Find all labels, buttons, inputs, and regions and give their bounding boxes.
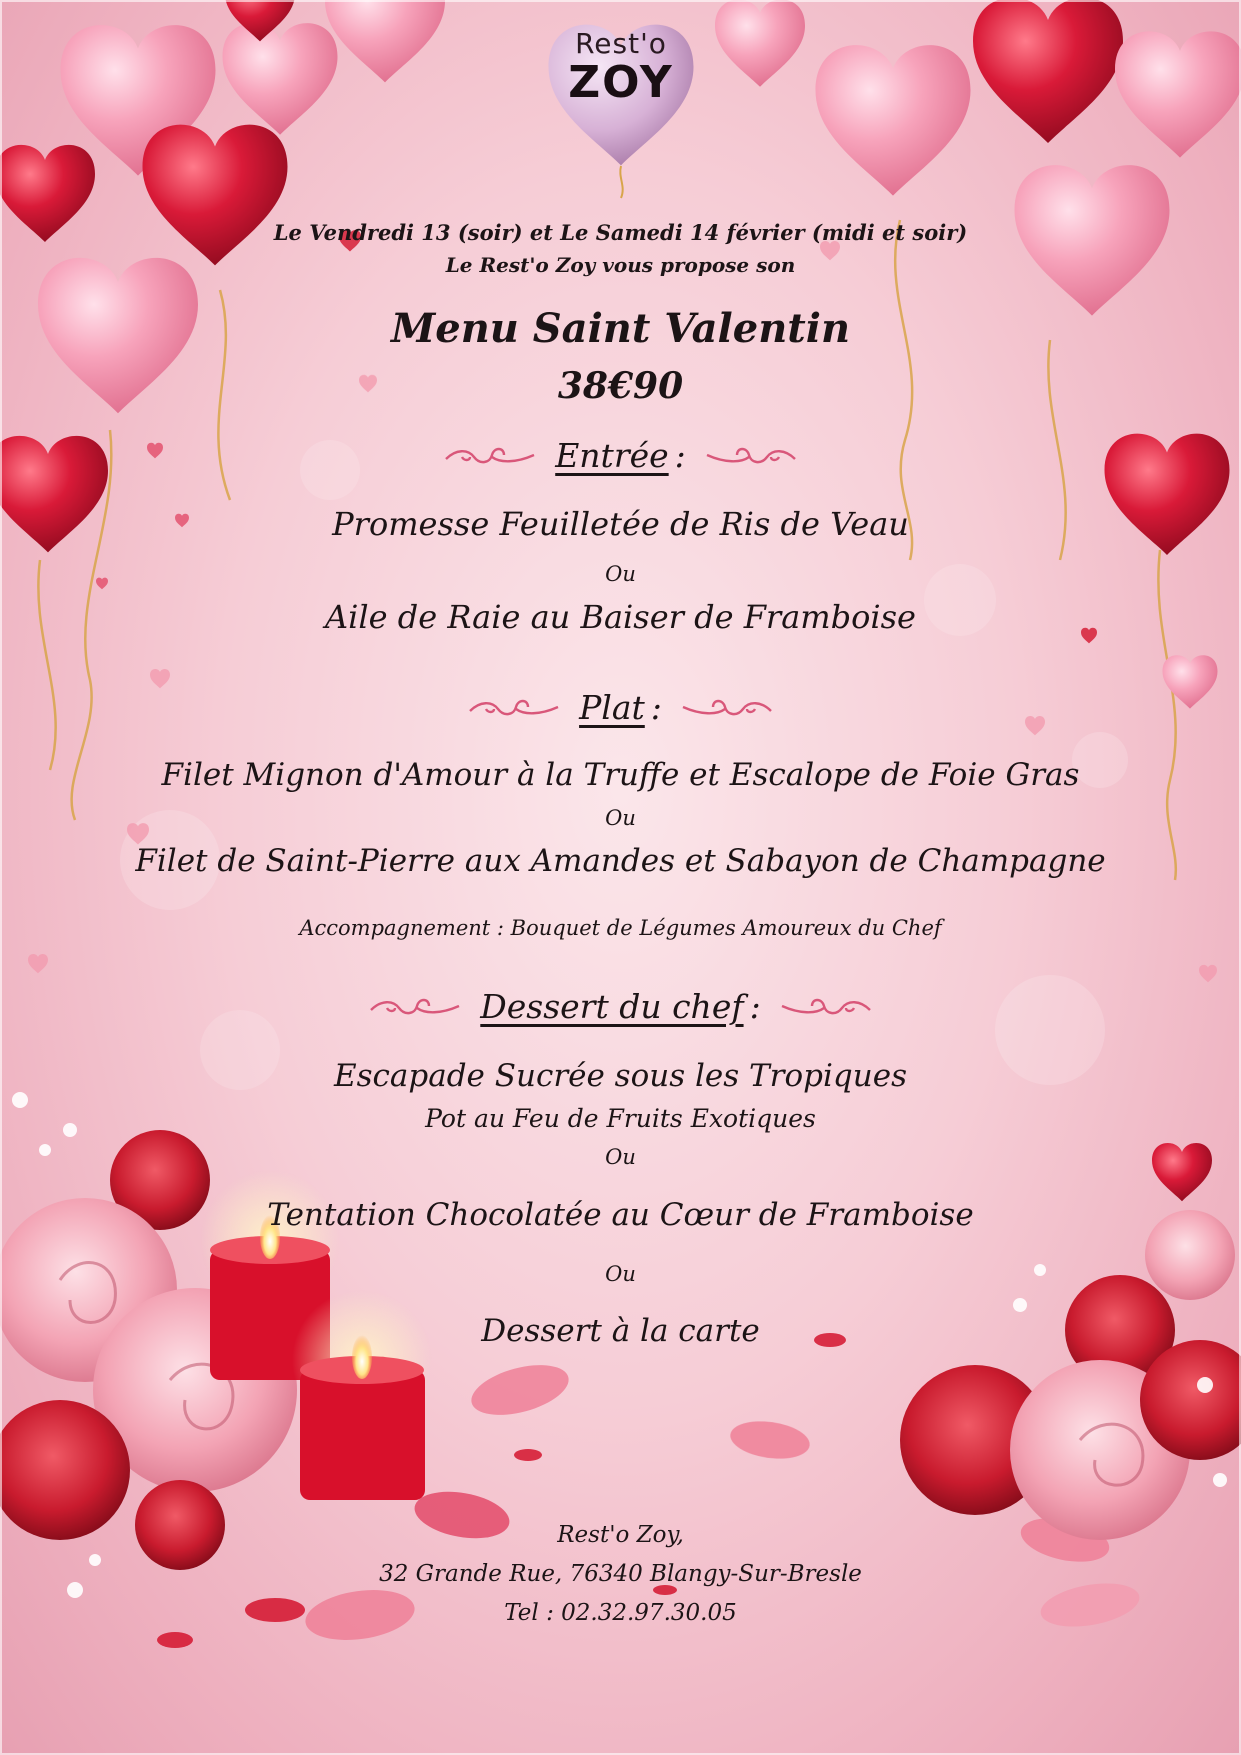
section-title-plat: Plat	[579, 688, 645, 727]
menu-title: Menu Saint Valentin	[390, 305, 851, 352]
flourish-icon	[703, 441, 799, 471]
plat-option-1: Filet Mignon d'Amour à la Truffe et Escalope de Foie Gras	[161, 757, 1080, 793]
intro-line-2: Le Rest'o Zoy vous propose son	[445, 253, 796, 277]
flourish-icon	[466, 693, 562, 723]
section-header-dessert	[0, 987, 1241, 1026]
dessert-option-1-subtitle: Pot au Feu de Fruits Exotiques	[425, 1104, 816, 1133]
plat-or: Ou	[605, 806, 636, 830]
logo-line-1: Rest'o	[575, 27, 667, 60]
footer-restaurant-name: Rest'o Zoy,	[557, 1522, 684, 1548]
colon-text: :	[749, 987, 761, 1026]
plat-side-dish: Accompagnement : Bouquet de Légumes Amoureux du Chef	[299, 916, 942, 940]
logo-line-2: ZOY	[568, 57, 674, 108]
flourish-icon	[778, 992, 874, 1022]
section-header-plat	[0, 688, 1241, 727]
dessert-option-1: Escapade Sucrée sous les Tropiques	[334, 1058, 907, 1094]
flourish-icon	[367, 992, 463, 1022]
footer-address: 32 Grande Rue, 76340 Blangy-Sur-Bresle	[379, 1561, 862, 1587]
section-title-entree: Entrée	[555, 436, 669, 475]
flourish-icon	[679, 693, 775, 723]
entree-option-2: Aile de Raie au Baiser de Framboise	[325, 598, 916, 636]
footer-phone: Tel : 02.32.97.30.05	[504, 1600, 737, 1626]
colon-text: :	[674, 436, 686, 475]
dessert-or-2: Ou	[605, 1262, 636, 1286]
plat-option-2: Filet de Saint-Pierre aux Amandes et Sabayon de Champagne	[135, 843, 1106, 879]
dessert-option-2: Tentation Chocolatée au Cœur de Framboise	[267, 1197, 974, 1233]
entree-or: Ou	[605, 562, 636, 586]
section-title-dessert: Dessert du chef	[480, 987, 744, 1026]
flourish-icon	[442, 441, 538, 471]
section-header-entree	[0, 436, 1241, 475]
dessert-option-3: Dessert à la carte	[481, 1313, 760, 1349]
menu-price: 38€90	[557, 365, 684, 407]
intro-line-1: Le Vendredi 13 (soir) et Le Samedi 14 février (midi et soir)	[273, 220, 968, 245]
dessert-or-1: Ou	[605, 1145, 636, 1169]
colon-text: :	[650, 688, 662, 727]
entree-option-1: Promesse Feuilletée de Ris de Veau	[332, 505, 909, 543]
